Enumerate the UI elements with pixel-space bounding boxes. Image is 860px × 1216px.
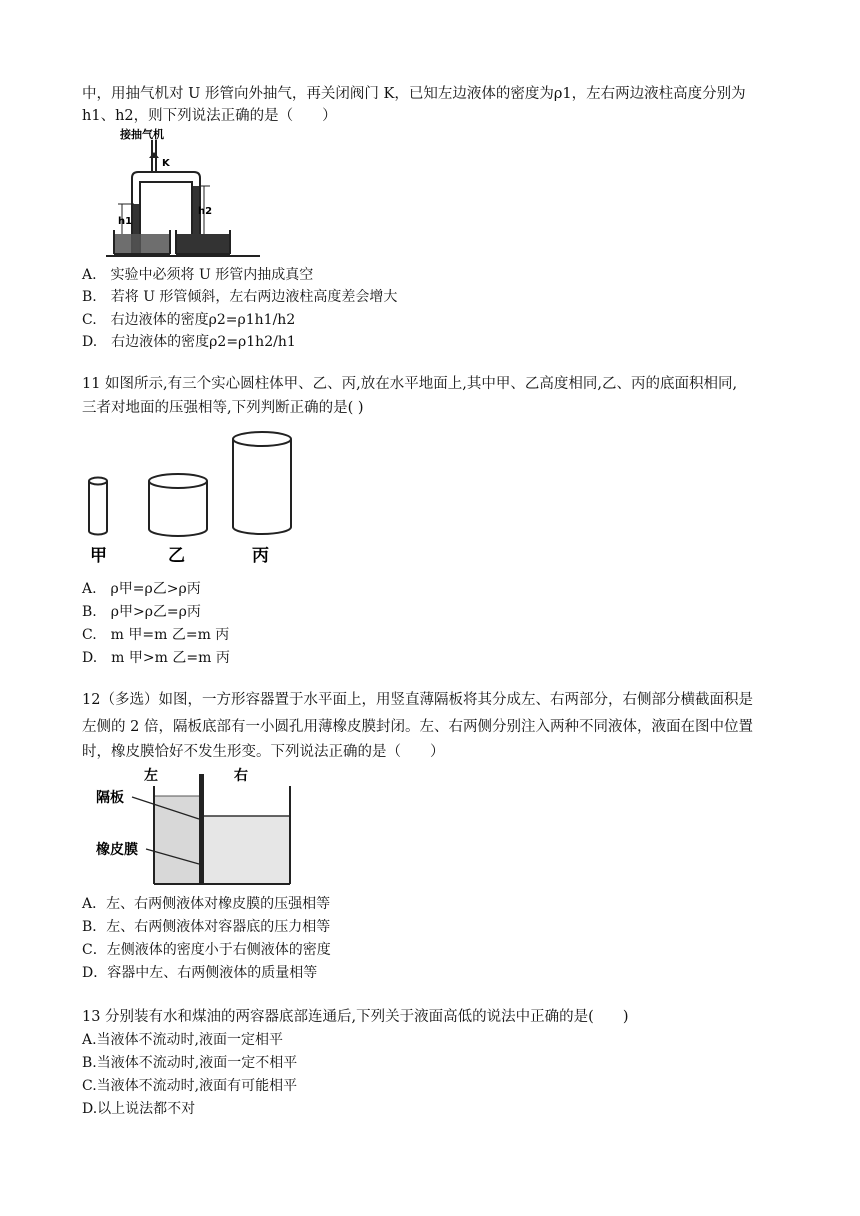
q11-stem-line-1: 11 如图所示,有三个实心圆柱体甲、乙、丙,放在水平地面上,其中甲、乙高度相同,乙、丙的底面积相同,	[82, 376, 738, 392]
q10-pump-label: 接抽气机	[120, 128, 164, 141]
q11-option-c: C. m 甲=m 乙=m 丙	[82, 627, 230, 643]
q11-label-jia: 甲	[90, 546, 107, 566]
q10-option-a: A. 实验中必须将 U 形管内抽成真空	[82, 267, 314, 283]
q13-option-d: D.以上说法都不对	[82, 1101, 196, 1117]
q11-option-b: B. ρ甲>ρ乙=ρ丙	[82, 604, 201, 620]
q10-valve-label: K	[162, 158, 170, 169]
q12-partition-label: 隔板	[96, 790, 124, 806]
q12-option-b: B．左、右两侧液体对容器底的压力相等	[82, 919, 331, 935]
cylinder-bing	[233, 432, 291, 534]
q12-option-a: A．左、右两侧液体对橡皮膜的压强相等	[82, 896, 331, 912]
q13-option-c: C.当液体不流动时,液面有可能相平	[82, 1078, 298, 1094]
q12-option-c: C．左侧液体的密度小于右侧液体的密度	[82, 942, 331, 958]
q11-label-bing: 丙	[252, 546, 269, 566]
q12-container-figure	[92, 764, 302, 888]
q13-option-a: A.当液体不流动时,液面一定相平	[82, 1032, 284, 1048]
q11-option-d: D. m 甲>m 乙=m 丙	[82, 650, 230, 666]
cylinder-yi	[149, 474, 207, 536]
q10-u-tube-figure	[100, 126, 290, 258]
valve-icon	[149, 152, 159, 158]
q12-membrane-label: 橡皮膜	[96, 842, 138, 858]
q12-option-d: D．容器中左、右两侧液体的质量相等	[82, 965, 318, 981]
q12-stem-line-3: 时，橡皮膜恰好不发生形变。下列说法正确的是（ ）	[82, 744, 445, 760]
q10-h2-label: h2	[198, 206, 213, 217]
q10-h1-label: h1	[118, 216, 133, 227]
q11-cylinders-figure	[80, 425, 300, 570]
q13-stem-line-1: 13 分别装有水和煤油的两容器底部连通后,下列关于液面高低的说法中正确的是( )	[82, 1009, 629, 1025]
cylinder-jia	[89, 478, 107, 535]
q10-stem-line-1: 中，用抽气机对 U 形管向外抽气，再关闭阀门 K，已知左边液体的密度为ρ1，左右两边液柱高度分别为	[82, 86, 746, 102]
q10-option-b: B. 若将 U 形管倾斜，左右两边液柱高度差会增大	[82, 289, 398, 305]
q10-stem-line-2: h1、h2，则下列说法正确的是（ ）	[82, 108, 337, 124]
q11-label-yi: 乙	[168, 546, 185, 566]
q11-option-a: A. ρ甲=ρ乙>ρ丙	[82, 581, 201, 597]
q11-stem-line-2: 三者对地面的压强相等,下列判断正确的是( )	[82, 400, 364, 416]
q12-stem-line-2: 左侧的 2 倍，隔板底部有一小圆孔用薄橡皮膜封闭。左、右两侧分别注入两种不同液体，液面在图中位置	[82, 719, 753, 735]
q12-stem-line-1: 12（多选）如图，一方形容器置于水平面上，用竖直薄隔板将其分成左、右两部分，右侧部分横截面积是	[82, 692, 753, 708]
q10-option-c: C. 右边液体的密度ρ2=ρ1h1/h2	[82, 312, 296, 328]
q12-right-label: 右	[234, 768, 248, 784]
q10-option-d: D. 右边液体的密度ρ2=ρ1h2/h1	[82, 334, 296, 350]
q13-option-b: B.当液体不流动时,液面一定不相平	[82, 1055, 298, 1071]
q12-left-label: 左	[144, 768, 158, 784]
